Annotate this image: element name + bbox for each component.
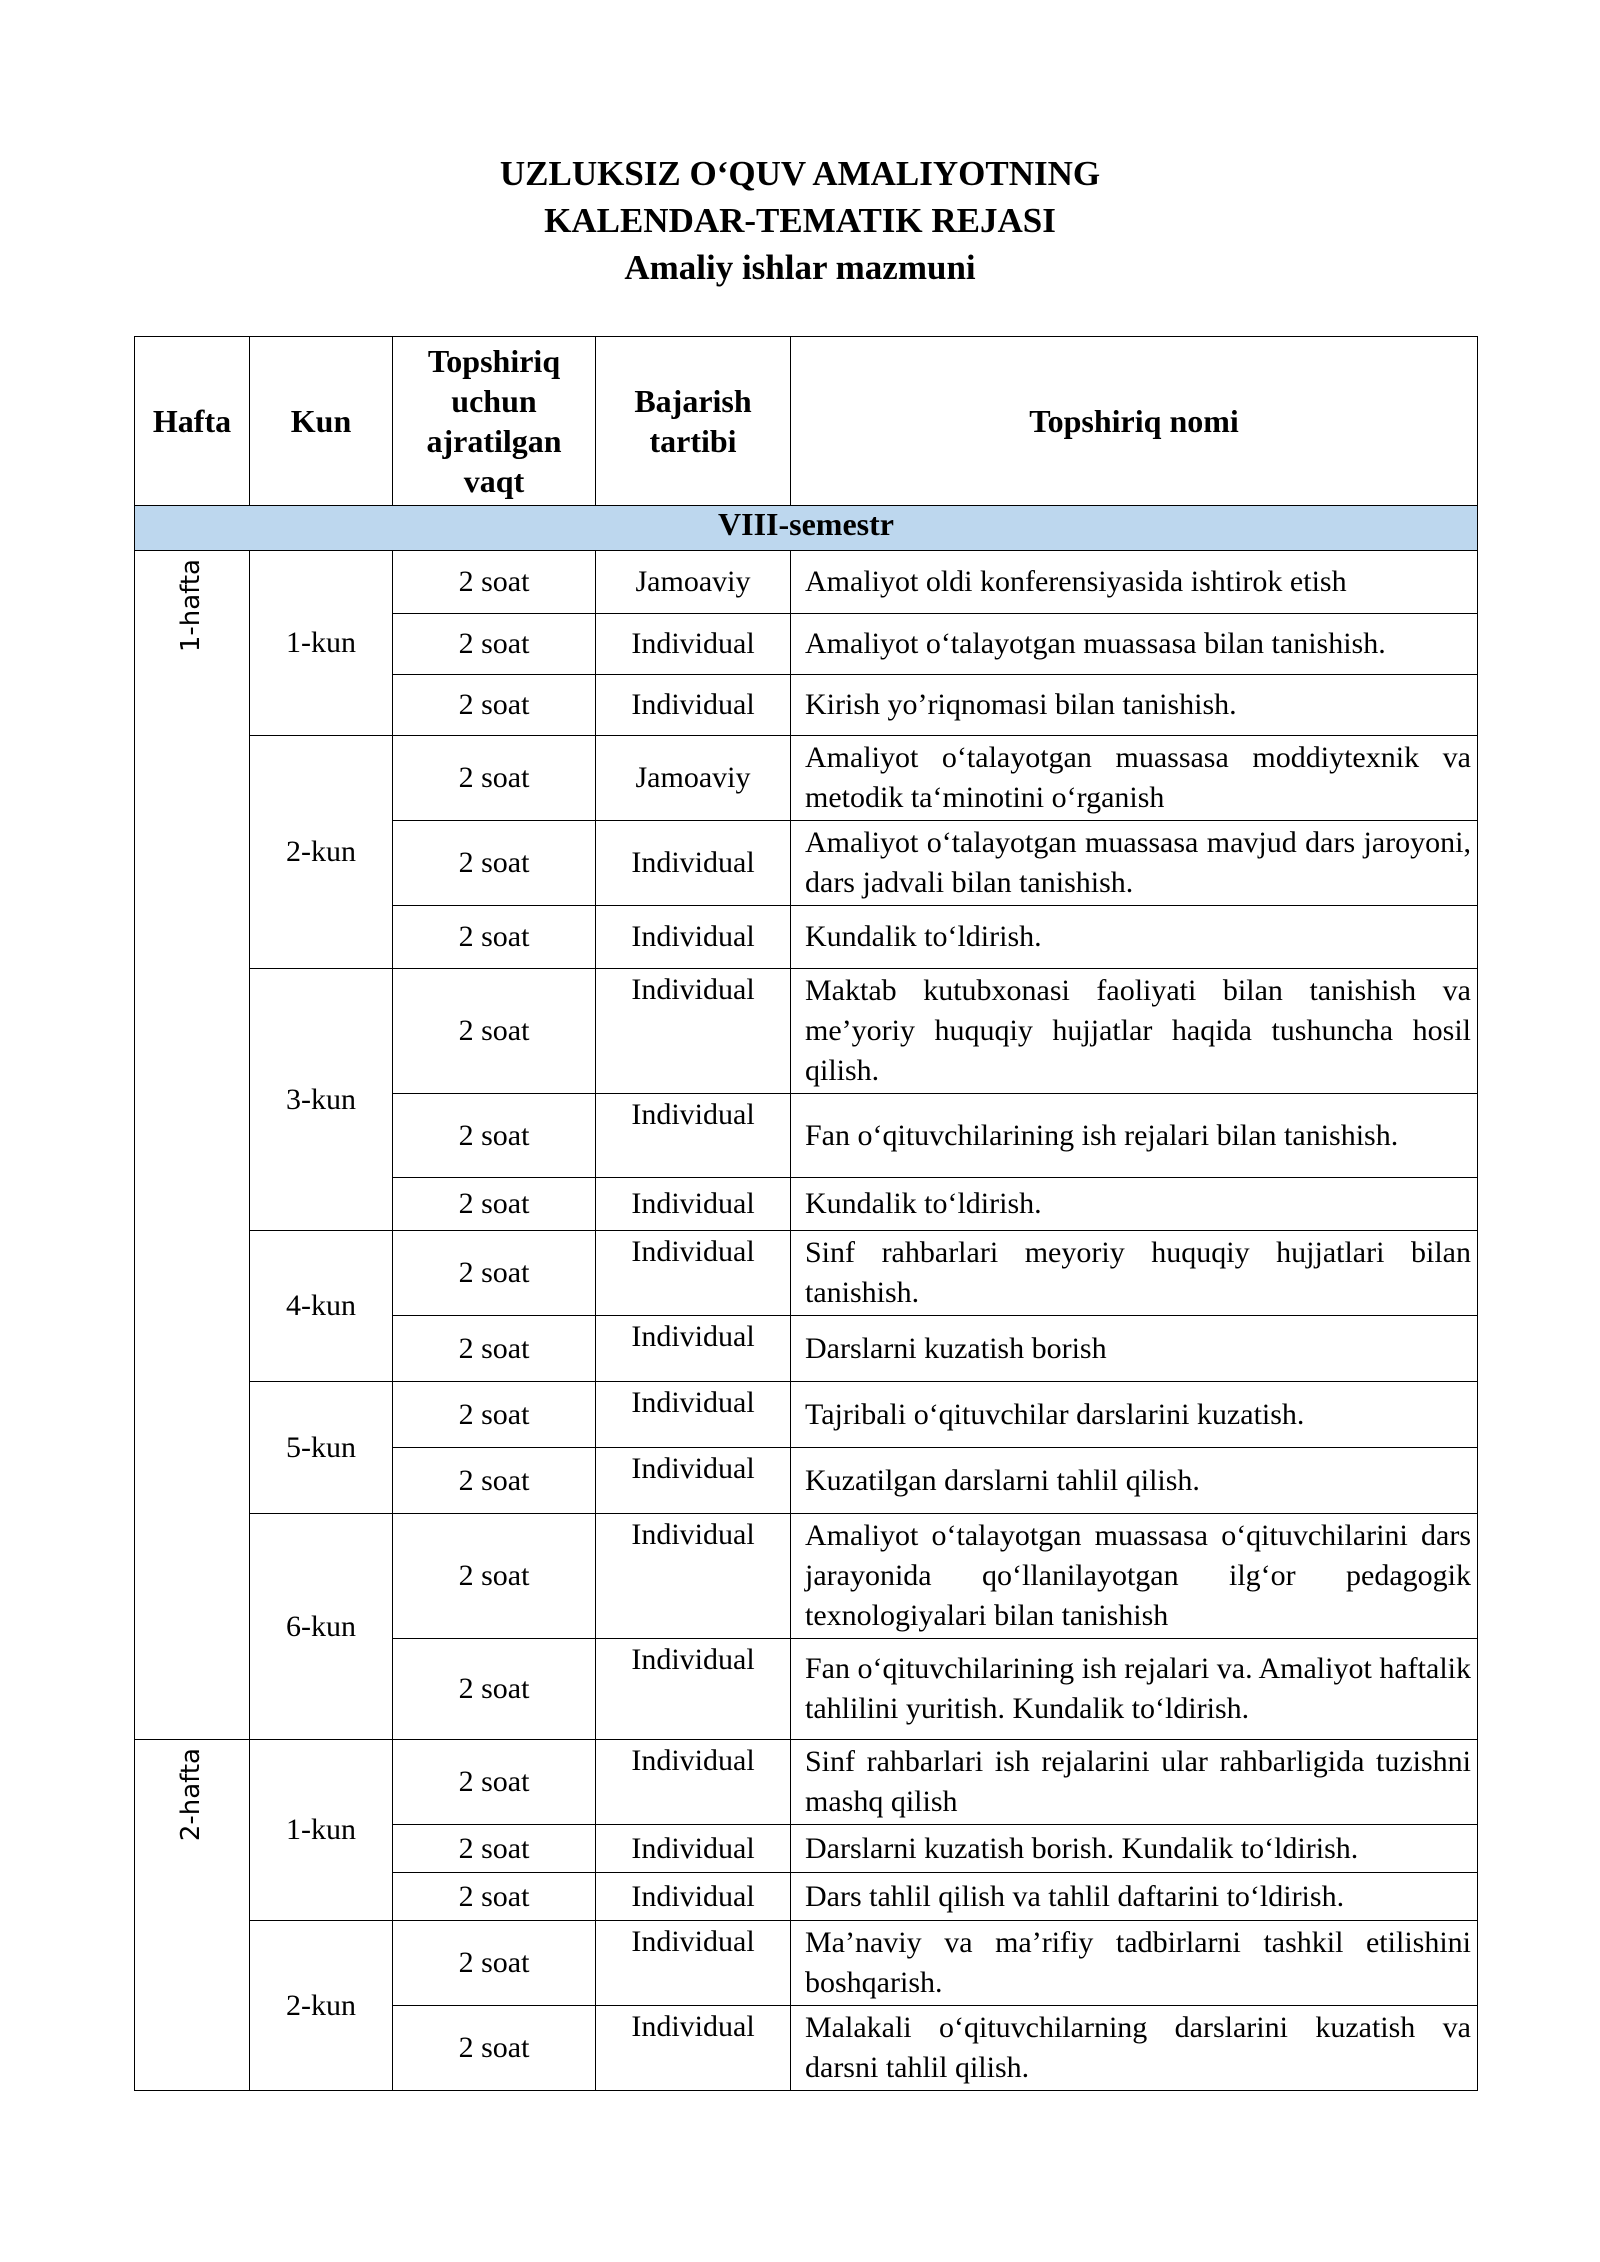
task-name: Tajribali o‘qituvchilar darslarini kuzatish. bbox=[791, 1382, 1478, 1448]
task-time: 2 soat bbox=[393, 1740, 596, 1825]
week-label: 1-hafta bbox=[176, 559, 206, 653]
task-mode: Individual bbox=[596, 1921, 791, 2006]
task-row bbox=[135, 1514, 1478, 1639]
task-name: Kuzatilgan darslarni tahlil qilish. bbox=[791, 1448, 1478, 1514]
task-name: Fan o‘qituvchilarining ish rejalari va. Amaliyot haftalik tahlilini yuritish. Kundalik to‘ldirish. bbox=[791, 1639, 1478, 1740]
task-time: 2 soat bbox=[393, 551, 596, 614]
task-time: 2 soat bbox=[393, 1921, 596, 2006]
day-label: 2-kun bbox=[250, 1921, 393, 2091]
task-mode: Individual bbox=[596, 2006, 791, 2091]
header-row bbox=[135, 337, 1478, 506]
task-time: 2 soat bbox=[393, 614, 596, 675]
task-mode: Individual bbox=[596, 1094, 791, 1178]
header-kun: Kun bbox=[250, 337, 393, 506]
document-title bbox=[0, 150, 1600, 291]
day-label: 1-kun bbox=[250, 1740, 393, 1921]
task-time: 2 soat bbox=[393, 736, 596, 821]
task-mode: Individual bbox=[596, 1316, 791, 1382]
task-name: Ma’naviy va ma’rifiy tadbirlarni tashkil etilishini boshqarish. bbox=[791, 1921, 1478, 2006]
task-row bbox=[135, 1921, 1478, 2006]
task-row bbox=[135, 969, 1478, 1094]
task-row bbox=[135, 736, 1478, 821]
header-tartib: Bajarish tartibi bbox=[596, 337, 791, 506]
task-time: 2 soat bbox=[393, 1316, 596, 1382]
task-mode: Individual bbox=[596, 1382, 791, 1448]
task-time: 2 soat bbox=[393, 821, 596, 906]
task-name: Kundalik to‘ldirish. bbox=[791, 1178, 1478, 1231]
task-name: Fan o‘qituvchilarining ish rejalari bilan tanishish. bbox=[791, 1094, 1478, 1178]
day-label: 6-kun bbox=[250, 1514, 393, 1740]
task-mode: Individual bbox=[596, 675, 791, 736]
task-time: 2 soat bbox=[393, 1231, 596, 1316]
task-name: Amaliyot o‘talayotgan muassasa moddiytexnik va metodik ta‘minotini o‘rganish bbox=[791, 736, 1478, 821]
task-mode: Jamoaviy bbox=[596, 551, 791, 614]
semester-row bbox=[135, 506, 1478, 551]
task-name: Kirish yo’riqnomasi bilan tanishish. bbox=[791, 675, 1478, 736]
semester-label: VIII-semestr bbox=[135, 506, 1478, 551]
task-mode: Individual bbox=[596, 969, 791, 1094]
task-name: Amaliyot o‘talayotgan muassasa o‘qituvchilarini dars jarayonida qo‘llanilayotgan ilg‘or pedagogik texnologiyalari bilan tanishish bbox=[791, 1514, 1478, 1639]
task-name: Amaliyot o‘talayotgan muassasa bilan tanishish. bbox=[791, 614, 1478, 675]
task-time: 2 soat bbox=[393, 1825, 596, 1873]
task-time: 2 soat bbox=[393, 969, 596, 1094]
task-mode: Individual bbox=[596, 821, 791, 906]
task-mode: Individual bbox=[596, 1639, 791, 1740]
day-label: 1-kun bbox=[250, 551, 393, 736]
task-time: 2 soat bbox=[393, 675, 596, 736]
task-mode: Jamoaviy bbox=[596, 736, 791, 821]
task-mode: Individual bbox=[596, 614, 791, 675]
task-name: Dars tahlil qilish va tahlil daftarini to‘ldirish. bbox=[791, 1873, 1478, 1921]
task-mode: Individual bbox=[596, 1825, 791, 1873]
task-row bbox=[135, 1231, 1478, 1316]
task-name: Amaliyot oldi konferensiyasida ishtirok etish bbox=[791, 551, 1478, 614]
title-line-3: Amaliy ishlar mazmuni bbox=[624, 248, 976, 287]
week-cell bbox=[135, 1740, 250, 2091]
task-name: Kundalik to‘ldirish. bbox=[791, 906, 1478, 969]
task-name: Sinf rahbarlari meyoriy huquqiy hujjatlari bilan tanishish. bbox=[791, 1231, 1478, 1316]
task-time: 2 soat bbox=[393, 1094, 596, 1178]
task-mode: Individual bbox=[596, 1740, 791, 1825]
day-label: 4-kun bbox=[250, 1231, 393, 1382]
task-mode: Individual bbox=[596, 1178, 791, 1231]
task-time: 2 soat bbox=[393, 906, 596, 969]
day-label: 5-kun bbox=[250, 1382, 393, 1514]
task-time: 2 soat bbox=[393, 1873, 596, 1921]
task-mode: Individual bbox=[596, 906, 791, 969]
task-mode: Individual bbox=[596, 1448, 791, 1514]
day-label: 3-kun bbox=[250, 969, 393, 1231]
task-time: 2 soat bbox=[393, 1178, 596, 1231]
task-time: 2 soat bbox=[393, 2006, 596, 2091]
title-line-1: UZLUKSIZ O‘QUV AMALIYOTNING bbox=[499, 154, 1101, 193]
task-time: 2 soat bbox=[393, 1382, 596, 1448]
header-nomi: Topshiriq nomi bbox=[791, 337, 1478, 506]
task-mode: Individual bbox=[596, 1873, 791, 1921]
task-mode: Individual bbox=[596, 1514, 791, 1639]
task-row bbox=[135, 1382, 1478, 1448]
task-row bbox=[135, 1740, 1478, 1825]
task-name: Sinf rahbarlari ish rejalarini ular rahbarligida tuzishni mashq qilish bbox=[791, 1740, 1478, 1825]
task-row bbox=[135, 551, 1478, 614]
header-vaqt: Topshiriq uchun ajratilgan vaqt bbox=[393, 337, 596, 506]
title-line-2: KALENDAR-TEMATIK REJASI bbox=[544, 201, 1056, 240]
task-name: Darslarni kuzatish borish. Kundalik to‘ldirish. bbox=[791, 1825, 1478, 1873]
header-hafta: Hafta bbox=[135, 337, 250, 506]
week-cell bbox=[135, 551, 250, 1740]
task-time: 2 soat bbox=[393, 1639, 596, 1740]
day-label: 2-kun bbox=[250, 736, 393, 969]
task-name: Maktab kutubxonasi faoliyati bilan tanishish va me’yoriy huquqiy hujjatlar haqida tushuncha hosil qilish. bbox=[791, 969, 1478, 1094]
week-label: 2-hafta bbox=[176, 1748, 206, 1842]
task-time: 2 soat bbox=[393, 1448, 596, 1514]
plan-table bbox=[134, 336, 1478, 2091]
task-name: Darslarni kuzatish borish bbox=[791, 1316, 1478, 1382]
task-name: Amaliyot o‘talayotgan muassasa mavjud dars jaroyoni, dars jadvali bilan tanishish. bbox=[791, 821, 1478, 906]
task-mode: Individual bbox=[596, 1231, 791, 1316]
task-name: Malakali o‘qituvchilarning darslarini kuzatish va darsni tahlil qilish. bbox=[791, 2006, 1478, 2091]
task-time: 2 soat bbox=[393, 1514, 596, 1639]
